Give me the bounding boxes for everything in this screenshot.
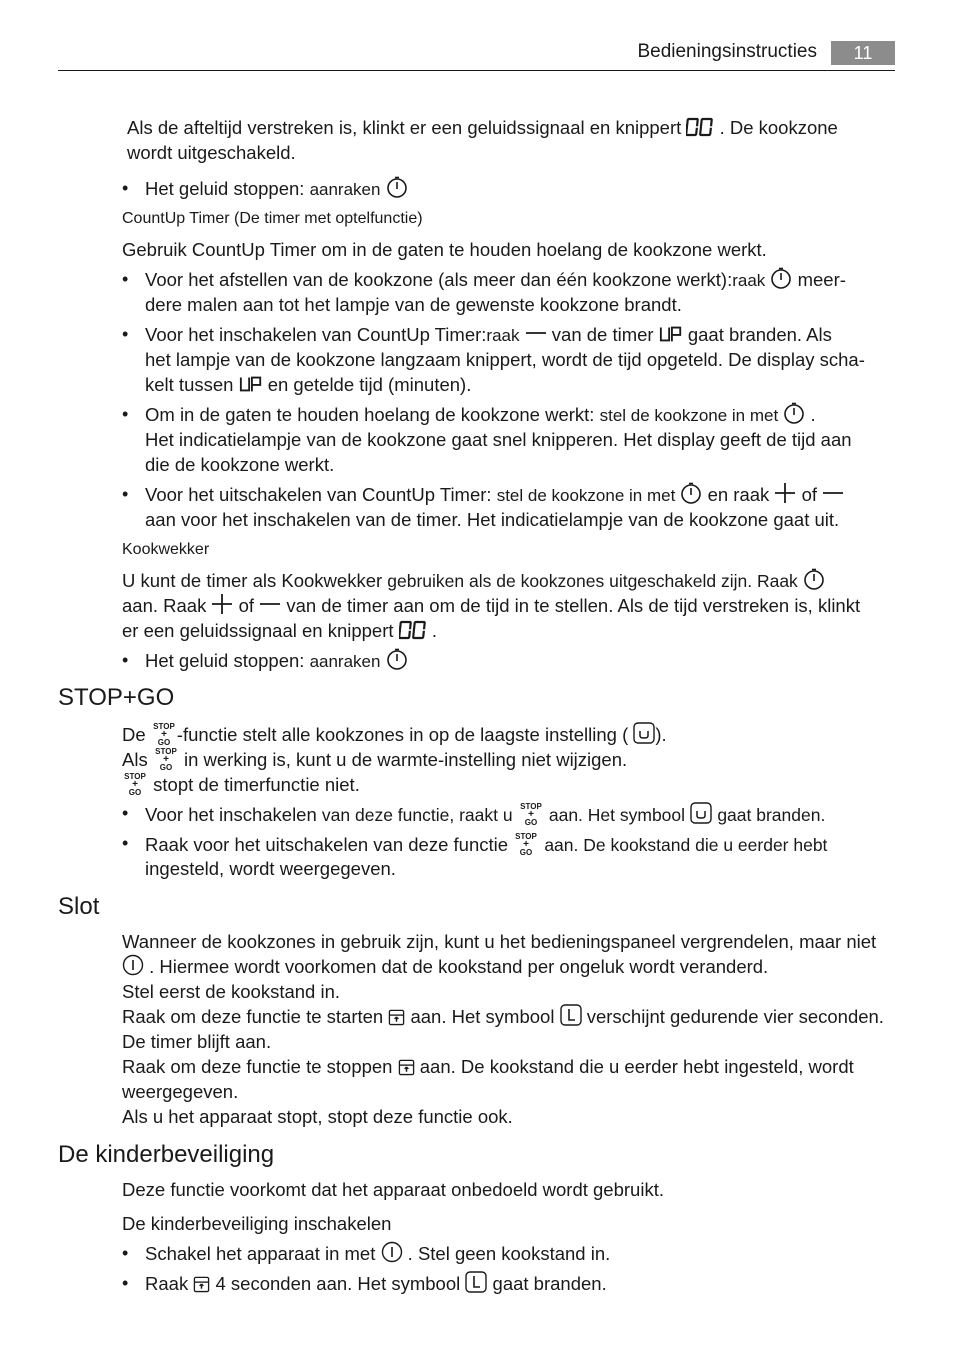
intro-line-2: wordt uitgeschakeld.: [127, 142, 296, 163]
kookwekker-bullet: Het geluid stoppen: aanraken: [145, 648, 408, 674]
timer-icon[interactable]: [783, 402, 805, 424]
stop-go-icon[interactable]: [518, 801, 544, 827]
countup-bullet-4: Voor het uitschakelen van CountUp Timer: stel de kookzone in met en raak of: [145, 482, 844, 508]
kookwekker-line-1: U kunt de timer als Kookwekker gebruiken als de kookzones uitgeschakeld zijn. Raak: [122, 568, 825, 594]
kinder-subheading: De kinderbeveiliging inschakelen: [122, 1213, 392, 1234]
stop-go-icon[interactable]: [151, 721, 177, 747]
timer-icon[interactable]: [386, 176, 408, 198]
timer-icon[interactable]: [803, 568, 825, 590]
kinder-bullet-2: Raak 4 seconden aan. Het symbool gaat branden.: [145, 1273, 607, 1294]
page-number: 11: [831, 41, 895, 65]
lock-key-icon[interactable]: [193, 1275, 210, 1293]
stop-go-icon[interactable]: [153, 746, 179, 772]
l-symbol-icon: [465, 1271, 487, 1293]
countup-bullet-1: Voor het afstellen van de kookzone (als meer dan één kookzone werkt):raak meer-: [145, 269, 846, 290]
kookwekker-line-2: aan. Raak of van de timer aan om de tijd in te stellen. Als de tijd verstreken is, klinkt: [122, 595, 861, 616]
timer-icon[interactable]: [680, 482, 702, 504]
countup-intro: Gebruik CountUp Timer om in de gaten te houden hoelang de kookzone werkt.: [122, 239, 767, 260]
plus-icon[interactable]: [774, 482, 796, 504]
on-off-icon[interactable]: [381, 1241, 403, 1263]
display-00-icon: [686, 117, 714, 137]
minus-icon[interactable]: [822, 482, 844, 504]
stopgo-bullet-2: Raak voor het uitschakelen van deze functie aan. De kookstand die u eerder hebt: [145, 831, 827, 858]
stopgo-line-1: De -functie stelt alle kookzones in op de laagste instelling ( ).: [122, 721, 667, 747]
stopgo-line-3: stopt de timerfunctie niet.: [122, 771, 360, 797]
kookwekker-line-3: er een geluidssignaal en knippert .: [122, 620, 437, 641]
on-off-icon[interactable]: [122, 954, 144, 976]
slot-heading: Slot: [58, 893, 100, 920]
l-symbol-icon: [560, 1004, 582, 1026]
countup-subheading: CountUp Timer (De timer met optelfunctie): [122, 210, 423, 227]
timer-icon[interactable]: [770, 267, 792, 289]
stopgo-line-2: Als in werking is, kunt u de warmte-instelling niet wijzigen.: [122, 746, 627, 772]
intro-line-1: Als de afteltijd verstreken is, klinkt er een geluidssignaal en knippert . De kookzone: [127, 117, 838, 138]
display-00-icon: [399, 620, 427, 640]
display-up-icon: [659, 324, 683, 344]
stopgo-bullet-1: Voor het inschakelen van deze functie, raakt u aan. Het symbool gaat branden.: [145, 801, 825, 828]
countup-bullet-2: Voor het inschakelen van CountUp Timer:raak van de timer gaat branden. Als: [145, 324, 832, 345]
page-header: [58, 38, 895, 71]
intro-bullet: Het geluid stoppen: aanraken: [145, 176, 408, 202]
countup-bullet-3: Om in de gaten te houden hoelang de kookzone werkt: stel de kookzone in met .: [145, 404, 816, 425]
bullet-dot: •: [122, 178, 129, 198]
u-symbol-icon: [633, 722, 655, 744]
kinder-heading: De kinderbeveiliging: [58, 1141, 275, 1168]
minus-icon[interactable]: [259, 593, 281, 615]
kinder-bullet-1: Schakel het apparaat in met . Stel geen kookstand in.: [145, 1243, 611, 1264]
stopgo-heading: STOP+GO: [58, 684, 175, 711]
lock-key-icon[interactable]: [398, 1058, 415, 1076]
kookwekker-subheading: Kookwekker: [122, 541, 210, 558]
u-symbol-icon: [690, 802, 712, 824]
display-up-icon: [239, 374, 263, 394]
lock-key-icon[interactable]: [388, 1008, 405, 1026]
minus-icon[interactable]: [525, 322, 547, 344]
stop-go-icon[interactable]: [513, 831, 539, 857]
stop-go-icon[interactable]: [122, 771, 148, 797]
plus-icon[interactable]: [211, 593, 233, 615]
header-title: Bedieningsinstructies: [637, 41, 817, 62]
timer-icon[interactable]: [386, 648, 408, 670]
